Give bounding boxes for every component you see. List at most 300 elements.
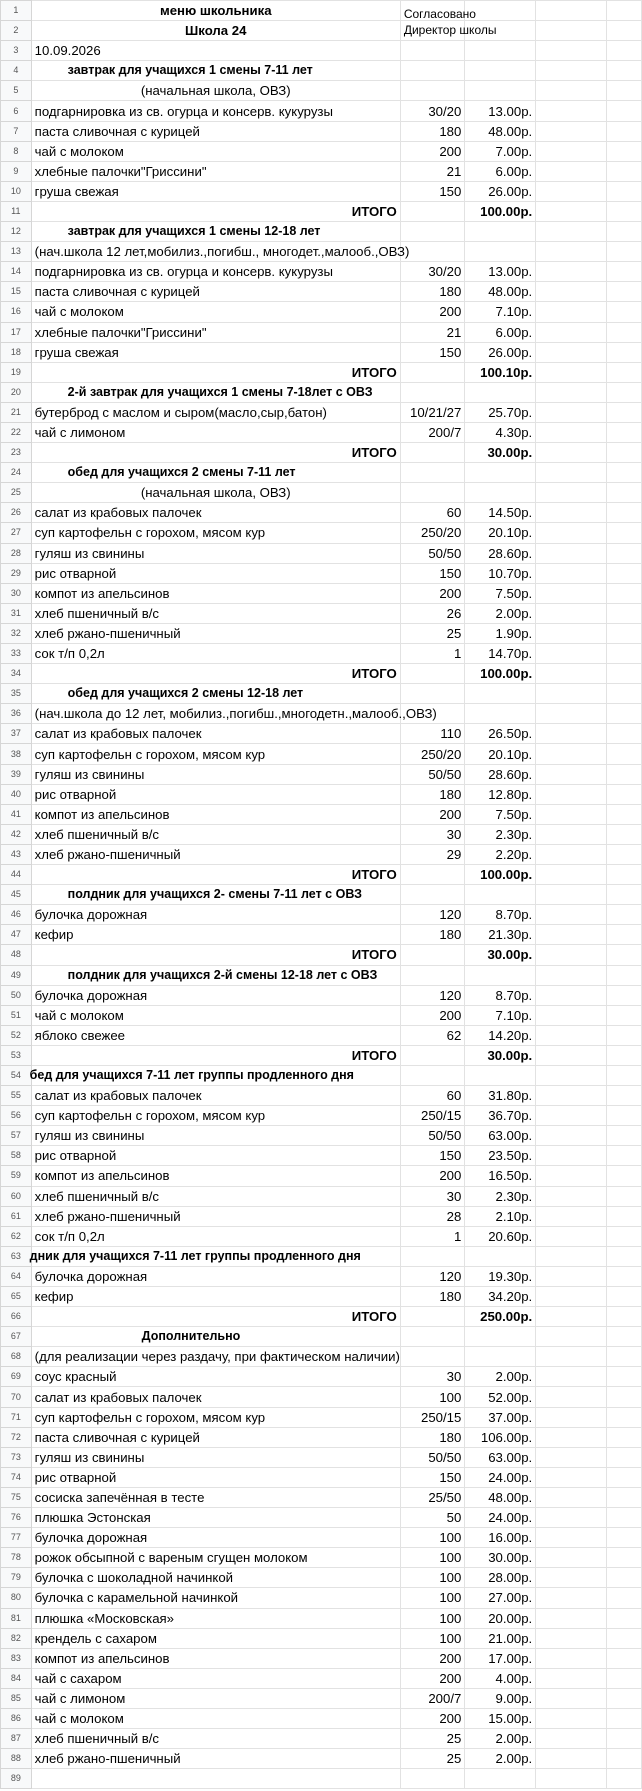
price-cell[interactable]	[465, 1327, 536, 1347]
row-number[interactable]: 17	[1, 322, 32, 342]
empty-cell[interactable]	[536, 945, 607, 965]
empty-cell[interactable]	[536, 1065, 607, 1085]
item-price[interactable]: 13.00р.	[465, 101, 536, 121]
item-name[interactable]: булочка с шоколадной начинкой	[31, 1568, 400, 1588]
price-cell[interactable]	[465, 1065, 536, 1085]
item-portion[interactable]: 110	[400, 724, 465, 744]
item-name[interactable]: соус красный	[31, 1367, 400, 1387]
empty-cell[interactable]	[536, 362, 607, 382]
item-name[interactable]: хлеб пшеничный в/с	[31, 824, 400, 844]
empty-cell[interactable]	[536, 1, 607, 21]
empty-cell[interactable]	[607, 644, 642, 664]
item-portion[interactable]: 100	[400, 1548, 465, 1568]
row-number[interactable]: 41	[1, 804, 32, 824]
empty-cell[interactable]	[536, 262, 607, 282]
row-number[interactable]: 33	[1, 644, 32, 664]
empty-cell[interactable]	[536, 1246, 607, 1266]
item-price[interactable]: 26.00р.	[465, 181, 536, 201]
item-portion[interactable]: 100	[400, 1608, 465, 1628]
empty-cell[interactable]	[607, 543, 642, 563]
item-price[interactable]: 48.00р.	[465, 1487, 536, 1507]
item-portion[interactable]: 200/7	[400, 422, 465, 442]
empty-cell[interactable]	[536, 503, 607, 523]
item-name[interactable]: булочка с карамельной начинкой	[31, 1588, 400, 1608]
item-name[interactable]: рис отварной	[31, 1467, 400, 1487]
empty-cell[interactable]	[607, 523, 642, 543]
item-name[interactable]: салат из крабовых палочек	[31, 1086, 400, 1106]
item-name[interactable]: рис отварной	[31, 784, 400, 804]
item-price[interactable]: 2.00р.	[465, 1367, 536, 1387]
empty-cell[interactable]	[607, 1447, 642, 1467]
item-name[interactable]: сосиска запечённая в тесте	[31, 1487, 400, 1507]
item-name[interactable]: салат из крабовых палочек	[31, 503, 400, 523]
empty-cell[interactable]	[536, 905, 607, 925]
item-price[interactable]: 20.10р.	[465, 744, 536, 764]
empty-cell[interactable]	[536, 1528, 607, 1548]
item-name[interactable]: чай с молоком	[31, 1005, 400, 1025]
empty-cell[interactable]	[607, 1608, 642, 1628]
item-portion[interactable]: 120	[400, 985, 465, 1005]
item-portion[interactable]: 200	[400, 141, 465, 161]
empty-cell[interactable]	[536, 1206, 607, 1226]
total-price[interactable]: 100.10р.	[465, 362, 536, 382]
item-portion[interactable]: 1	[400, 1226, 465, 1246]
empty-cell[interactable]	[607, 985, 642, 1005]
section-heading[interactable]	[31, 684, 400, 704]
row-number[interactable]: 8	[1, 141, 32, 161]
empty-cell[interactable]	[607, 1648, 642, 1668]
empty-cell[interactable]	[607, 1528, 642, 1548]
empty-cell[interactable]	[536, 784, 607, 804]
item-name[interactable]: суп картофельн с горохом, мясом кур	[31, 523, 400, 543]
item-portion[interactable]: 180	[400, 784, 465, 804]
empty-cell[interactable]	[607, 463, 642, 483]
empty-cell[interactable]	[536, 985, 607, 1005]
empty-cell[interactable]	[536, 1588, 607, 1608]
item-portion[interactable]: 150	[400, 563, 465, 583]
empty-cell[interactable]	[536, 1367, 607, 1387]
price-cell[interactable]	[465, 382, 536, 402]
row-number[interactable]: 44	[1, 865, 32, 885]
empty-cell[interactable]	[536, 1025, 607, 1045]
empty-cell[interactable]	[536, 1307, 607, 1327]
empty-cell[interactable]	[536, 1447, 607, 1467]
item-name[interactable]: подгарнировка из св. огурца и консерв. кукурузы	[31, 101, 400, 121]
item-name[interactable]: суп картофельн с горохом, мясом кур	[31, 744, 400, 764]
portion-cell[interactable]	[400, 945, 465, 965]
row-number[interactable]: 35	[1, 684, 32, 704]
item-price[interactable]: 15.00р.	[465, 1708, 536, 1728]
empty-cell[interactable]	[536, 181, 607, 201]
empty-cell[interactable]	[607, 1126, 642, 1146]
item-portion[interactable]: 30	[400, 1186, 465, 1206]
item-portion[interactable]: 21	[400, 322, 465, 342]
row-number[interactable]: 88	[1, 1749, 32, 1769]
row-number[interactable]: 30	[1, 583, 32, 603]
total-price[interactable]: 30.00р.	[465, 443, 536, 463]
item-name[interactable]: хлебные палочки"Гриссини"	[31, 161, 400, 181]
empty-cell[interactable]	[536, 1387, 607, 1407]
empty-cell[interactable]	[607, 1166, 642, 1186]
row-number[interactable]: 2	[1, 21, 32, 41]
empty-cell[interactable]	[607, 1407, 642, 1427]
row-number[interactable]: 52	[1, 1025, 32, 1045]
item-portion[interactable]: 100	[400, 1387, 465, 1407]
item-name[interactable]: кефир	[31, 1287, 400, 1307]
empty-cell[interactable]	[607, 1186, 642, 1206]
row-number[interactable]: 40	[1, 784, 32, 804]
item-name[interactable]: рис отварной	[31, 1146, 400, 1166]
row-number[interactable]: 82	[1, 1628, 32, 1648]
empty-cell[interactable]	[536, 583, 607, 603]
empty-cell[interactable]	[536, 121, 607, 141]
empty-cell[interactable]	[536, 483, 607, 503]
item-price[interactable]: 19.30р.	[465, 1266, 536, 1286]
row-number[interactable]: 45	[1, 885, 32, 905]
item-name[interactable]: чай с молоком	[31, 302, 400, 322]
empty-cell[interactable]	[607, 503, 642, 523]
portion-cell[interactable]	[400, 463, 465, 483]
row-number[interactable]: 29	[1, 563, 32, 583]
row-number[interactable]: 63	[1, 1246, 32, 1266]
item-portion[interactable]: 28	[400, 1206, 465, 1226]
item-name-cell[interactable]	[31, 1769, 400, 1789]
item-portion[interactable]: 50/50	[400, 1126, 465, 1146]
section-heading[interactable]	[31, 885, 400, 905]
total-label[interactable]: ИТОГО	[31, 1307, 400, 1327]
item-name[interactable]: плюшка «Московская»	[31, 1608, 400, 1628]
item-portion[interactable]: 150	[400, 342, 465, 362]
section-heading[interactable]	[31, 1246, 400, 1266]
portion-cell[interactable]	[400, 704, 465, 724]
empty-cell[interactable]	[536, 101, 607, 121]
row-number[interactable]: 77	[1, 1528, 32, 1548]
empty-cell[interactable]	[536, 1628, 607, 1648]
empty-cell[interactable]	[536, 684, 607, 704]
item-name[interactable]: паста сливочная с курицей	[31, 1427, 400, 1447]
price-cell[interactable]	[465, 61, 536, 81]
row-number[interactable]: 20	[1, 382, 32, 402]
empty-cell[interactable]	[607, 342, 642, 362]
item-portion[interactable]: 60	[400, 1086, 465, 1106]
item-price[interactable]: 34.20р.	[465, 1287, 536, 1307]
empty-cell[interactable]	[607, 101, 642, 121]
item-name[interactable]: чай с сахаром	[31, 1668, 400, 1688]
portion-cell[interactable]	[400, 1045, 465, 1065]
row-number[interactable]: 24	[1, 463, 32, 483]
item-price[interactable]: 2.30р.	[465, 1186, 536, 1206]
empty-cell[interactable]	[607, 1729, 642, 1749]
empty-cell[interactable]	[536, 222, 607, 242]
row-number[interactable]: 74	[1, 1467, 32, 1487]
portion-cell[interactable]	[400, 382, 465, 402]
item-name[interactable]: паста сливочная с курицей	[31, 121, 400, 141]
row-number[interactable]: 36	[1, 704, 32, 724]
row-number[interactable]: 23	[1, 443, 32, 463]
section-note[interactable]: (начальная школа, ОВЗ)	[31, 81, 400, 101]
item-name[interactable]: суп картофельн с горохом, мясом кур	[31, 1407, 400, 1427]
empty-cell[interactable]	[536, 744, 607, 764]
item-price[interactable]: 28.00р.	[465, 1568, 536, 1588]
total-label[interactable]: ИТОГО	[31, 865, 400, 885]
item-price[interactable]: 31.80р.	[465, 1086, 536, 1106]
total-label[interactable]: ИТОГО	[31, 945, 400, 965]
empty-cell[interactable]	[536, 1005, 607, 1025]
item-price[interactable]: 24.00р.	[465, 1508, 536, 1528]
empty-cell[interactable]	[607, 1287, 642, 1307]
empty-cell[interactable]	[607, 322, 642, 342]
item-name[interactable]: гуляш из свинины	[31, 543, 400, 563]
item-price[interactable]: 7.10р.	[465, 302, 536, 322]
row-number[interactable]: 25	[1, 483, 32, 503]
empty-cell[interactable]	[536, 1146, 607, 1166]
empty-cell[interactable]	[607, 41, 642, 61]
row-number[interactable]: 81	[1, 1608, 32, 1628]
empty-cell[interactable]	[607, 905, 642, 925]
price-cell[interactable]	[465, 1769, 536, 1789]
portion-cell[interactable]	[400, 1769, 465, 1789]
empty-cell[interactable]	[607, 1206, 642, 1226]
item-portion[interactable]: 180	[400, 1427, 465, 1447]
item-name[interactable]: крендель с сахаром	[31, 1628, 400, 1648]
item-name[interactable]: салат из крабовых палочек	[31, 724, 400, 744]
row-number[interactable]: 11	[1, 201, 32, 221]
item-name[interactable]: булочка дорожная	[31, 1266, 400, 1286]
portion-cell[interactable]	[400, 483, 465, 503]
empty-cell[interactable]	[536, 141, 607, 161]
empty-cell[interactable]	[536, 804, 607, 824]
item-portion[interactable]: 200	[400, 583, 465, 603]
empty-cell[interactable]	[536, 764, 607, 784]
item-portion[interactable]: 250/15	[400, 1407, 465, 1427]
empty-cell[interactable]	[536, 242, 607, 262]
empty-cell[interactable]	[536, 623, 607, 643]
item-price[interactable]: 21.00р.	[465, 1628, 536, 1648]
empty-cell[interactable]	[607, 1487, 642, 1507]
item-price[interactable]: 2.00р.	[465, 1749, 536, 1769]
row-number[interactable]: 60	[1, 1186, 32, 1206]
item-name[interactable]: хлеб ржано-пшеничный	[31, 1206, 400, 1226]
row-number[interactable]: 62	[1, 1226, 32, 1246]
empty-cell[interactable]	[607, 1327, 642, 1347]
empty-cell[interactable]	[536, 1427, 607, 1447]
empty-cell[interactable]	[536, 1407, 607, 1427]
empty-cell[interactable]	[536, 422, 607, 442]
price-cell[interactable]	[465, 81, 536, 101]
empty-cell[interactable]	[607, 1688, 642, 1708]
empty-cell[interactable]	[607, 1146, 642, 1166]
row-number[interactable]: 78	[1, 1548, 32, 1568]
item-portion[interactable]: 150	[400, 181, 465, 201]
empty-cell[interactable]	[536, 885, 607, 905]
empty-cell[interactable]	[607, 704, 642, 724]
empty-cell[interactable]	[536, 382, 607, 402]
empty-cell[interactable]	[536, 463, 607, 483]
empty-cell[interactable]	[536, 1648, 607, 1668]
total-price[interactable]: 100.00р.	[465, 664, 536, 684]
empty-cell[interactable]	[536, 865, 607, 885]
empty-cell[interactable]	[607, 81, 642, 101]
portion-cell[interactable]	[400, 81, 465, 101]
empty-cell[interactable]	[607, 563, 642, 583]
empty-cell[interactable]	[536, 925, 607, 945]
empty-cell[interactable]	[536, 1106, 607, 1126]
empty-cell[interactable]	[536, 1266, 607, 1286]
item-price[interactable]: 20.10р.	[465, 523, 536, 543]
row-number[interactable]: 13	[1, 242, 32, 262]
total-price[interactable]: 100.00р.	[465, 201, 536, 221]
item-price[interactable]: 25.70р.	[465, 402, 536, 422]
item-portion[interactable]: 62	[400, 1025, 465, 1045]
school-name[interactable]: Школа 24	[31, 21, 400, 41]
item-portion[interactable]: 30/20	[400, 101, 465, 121]
total-price[interactable]: 30.00р.	[465, 1045, 536, 1065]
empty-cell[interactable]	[536, 282, 607, 302]
item-name[interactable]: хлеб ржано-пшеничный	[31, 1749, 400, 1769]
row-number[interactable]: 64	[1, 1266, 32, 1286]
item-name[interactable]: хлеб пшеничный в/с	[31, 1729, 400, 1749]
item-name[interactable]: гуляш из свинины	[31, 1126, 400, 1146]
portion-cell[interactable]	[400, 1347, 465, 1367]
row-number[interactable]: 68	[1, 1347, 32, 1367]
item-portion[interactable]: 200	[400, 302, 465, 322]
item-name[interactable]: компот из апельсинов	[31, 1166, 400, 1186]
item-price[interactable]: 7.00р.	[465, 141, 536, 161]
empty-cell[interactable]	[536, 844, 607, 864]
total-label[interactable]: ИТОГО	[31, 664, 400, 684]
total-price[interactable]: 30.00р.	[465, 945, 536, 965]
empty-cell[interactable]	[607, 483, 642, 503]
item-portion[interactable]: 10/21/27	[400, 402, 465, 422]
item-price[interactable]: 4.00р.	[465, 1668, 536, 1688]
item-name[interactable]: компот из апельсинов	[31, 804, 400, 824]
empty-cell[interactable]	[607, 664, 642, 684]
item-price[interactable]: 36.70р.	[465, 1106, 536, 1126]
item-name[interactable]: хлеб ржано-пшеничный	[31, 623, 400, 643]
empty-cell[interactable]	[607, 21, 642, 41]
portion-cell[interactable]	[400, 684, 465, 704]
item-price[interactable]: 37.00р.	[465, 1407, 536, 1427]
item-price[interactable]: 6.00р.	[465, 161, 536, 181]
row-number[interactable]: 47	[1, 925, 32, 945]
row-number[interactable]: 72	[1, 1427, 32, 1447]
row-number[interactable]: 34	[1, 664, 32, 684]
item-portion[interactable]: 26	[400, 603, 465, 623]
portion-cell[interactable]	[400, 1246, 465, 1266]
price-cell[interactable]	[465, 684, 536, 704]
item-price[interactable]: 7.10р.	[465, 1005, 536, 1025]
menu-date[interactable]: 10.09.2026	[31, 41, 400, 61]
row-number[interactable]: 31	[1, 603, 32, 623]
empty-cell[interactable]	[607, 1065, 642, 1085]
item-price[interactable]: 30.00р.	[465, 1548, 536, 1568]
item-name[interactable]: салат из крабовых палочек	[31, 1387, 400, 1407]
item-name[interactable]: плюшка Эстонская	[31, 1508, 400, 1528]
item-portion[interactable]: 30/20	[400, 262, 465, 282]
row-number[interactable]: 70	[1, 1387, 32, 1407]
empty-cell[interactable]	[607, 1427, 642, 1447]
section-heading[interactable]	[31, 1327, 400, 1347]
row-number[interactable]: 59	[1, 1166, 32, 1186]
item-price[interactable]: 8.70р.	[465, 905, 536, 925]
empty-cell[interactable]	[607, 1045, 642, 1065]
item-portion[interactable]: 200	[400, 1648, 465, 1668]
row-number[interactable]: 7	[1, 121, 32, 141]
row-number[interactable]: 69	[1, 1367, 32, 1387]
row-number[interactable]: 16	[1, 302, 32, 322]
empty-cell[interactable]	[607, 583, 642, 603]
portion-cell[interactable]	[400, 865, 465, 885]
row-number[interactable]: 5	[1, 81, 32, 101]
empty-cell[interactable]	[607, 1367, 642, 1387]
empty-cell[interactable]	[536, 1186, 607, 1206]
section-heading[interactable]	[31, 61, 400, 81]
item-price[interactable]: 13.00р.	[465, 262, 536, 282]
empty-cell[interactable]	[607, 1387, 642, 1407]
item-portion[interactable]: 30	[400, 1367, 465, 1387]
item-portion[interactable]: 200	[400, 1005, 465, 1025]
item-price[interactable]: 28.60р.	[465, 543, 536, 563]
empty-cell[interactable]	[607, 1548, 642, 1568]
item-portion[interactable]: 200	[400, 1166, 465, 1186]
section-heading[interactable]	[31, 1065, 400, 1085]
empty-cell[interactable]	[536, 61, 607, 81]
item-portion[interactable]: 180	[400, 1287, 465, 1307]
item-name[interactable]: груша свежая	[31, 342, 400, 362]
section-heading[interactable]	[31, 965, 400, 985]
item-name[interactable]: бутерброд с маслом и сыром(масло,сыр,батон)	[31, 402, 400, 422]
empty-cell[interactable]	[536, 1548, 607, 1568]
item-price[interactable]: 26.50р.	[465, 724, 536, 744]
item-name[interactable]: груша свежая	[31, 181, 400, 201]
empty-cell[interactable]	[536, 1568, 607, 1588]
item-name[interactable]: гуляш из свинины	[31, 764, 400, 784]
row-number[interactable]: 73	[1, 1447, 32, 1467]
row-number[interactable]: 49	[1, 965, 32, 985]
item-portion[interactable]: 200/7	[400, 1688, 465, 1708]
empty-cell[interactable]	[607, 925, 642, 945]
empty-cell[interactable]	[607, 121, 642, 141]
row-number[interactable]: 21	[1, 402, 32, 422]
item-price[interactable]: 63.00р.	[465, 1447, 536, 1467]
item-price[interactable]: 1.90р.	[465, 623, 536, 643]
empty-cell[interactable]	[607, 1628, 642, 1648]
item-portion[interactable]: 250/20	[400, 744, 465, 764]
item-price[interactable]: 14.70р.	[465, 644, 536, 664]
empty-cell[interactable]	[536, 81, 607, 101]
item-name[interactable]: хлебные палочки"Гриссини"	[31, 322, 400, 342]
total-price[interactable]: 100.00р.	[465, 865, 536, 885]
row-number[interactable]: 42	[1, 824, 32, 844]
empty-cell[interactable]	[607, 623, 642, 643]
row-number[interactable]: 6	[1, 101, 32, 121]
empty-cell[interactable]	[607, 1307, 642, 1327]
portion-cell[interactable]	[400, 1065, 465, 1085]
empty-cell[interactable]	[607, 1266, 642, 1286]
empty-cell[interactable]	[536, 302, 607, 322]
row-number[interactable]: 58	[1, 1146, 32, 1166]
empty-cell[interactable]	[536, 161, 607, 181]
price-cell[interactable]	[465, 1, 536, 21]
item-price[interactable]: 48.00р.	[465, 121, 536, 141]
empty-cell[interactable]	[607, 1246, 642, 1266]
row-number[interactable]: 27	[1, 523, 32, 543]
row-number[interactable]: 65	[1, 1287, 32, 1307]
empty-cell[interactable]	[607, 1025, 642, 1045]
empty-cell[interactable]	[607, 824, 642, 844]
empty-cell[interactable]	[536, 443, 607, 463]
empty-cell[interactable]	[536, 41, 607, 61]
